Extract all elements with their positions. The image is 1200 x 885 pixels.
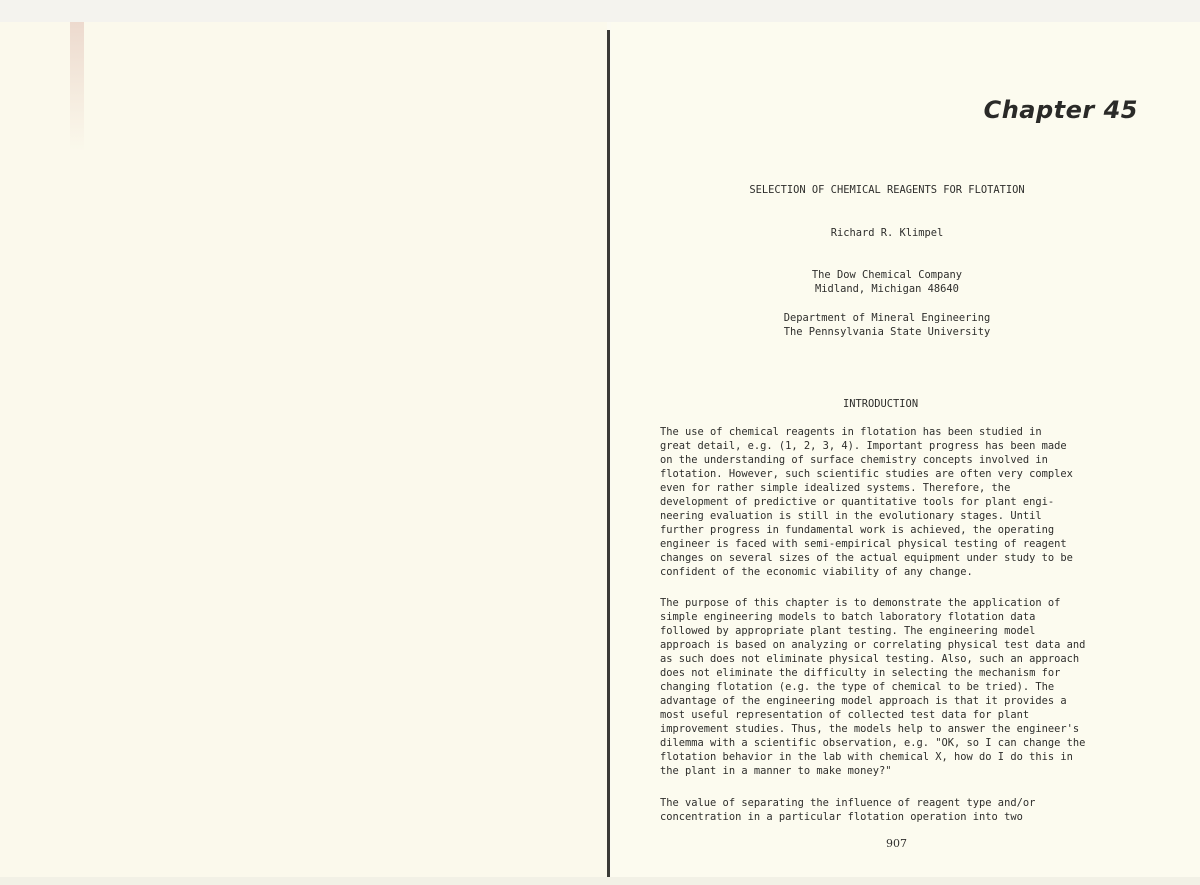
paragraph-line: The purpose of this chapter is to demonstrate the application of: [660, 597, 1061, 609]
book-spine-gutter: [607, 30, 610, 877]
paragraph-line: development of predictive or quantitative tools for plant engi-: [660, 496, 1055, 508]
paragraph-line: great detail, e.g. (1, 2, 3, 4). Important progress has been made: [660, 440, 1067, 452]
paragraph-line: concentration in a particular flotation operation into two: [660, 811, 1023, 823]
paragraph-line: changes on several sizes of the actual equipment under study to be: [660, 552, 1073, 564]
scan-bottom-margin: [0, 877, 1200, 885]
paragraph-line: simple engineering models to batch laboratory flotation data: [660, 611, 1036, 623]
scan-top-margin: [0, 0, 1200, 22]
page-number: 907: [886, 837, 907, 850]
paragraph-line: followed by appropriate plant testing. The engineering model: [660, 625, 1036, 637]
paragraph-line: further progress in fundamental work is achieved, the operating: [660, 524, 1055, 536]
affiliation-line: The Dow Chemical Company: [811, 269, 963, 281]
affiliation-line: The Pennsylvania State University: [783, 326, 991, 338]
affiliation-line: Department of Mineral Engineering: [783, 312, 991, 324]
affiliation-line: Midland, Michigan 48640: [815, 283, 959, 295]
paragraph-line: The use of chemical reagents in flotation has been studied in: [660, 426, 1042, 438]
chapter-title: SELECTION OF CHEMICAL REAGENTS FOR FLOTATION: [749, 184, 1025, 196]
paragraph-line: most useful representation of collected test data for plant: [660, 709, 1030, 721]
paragraph-line: even for rather simple idealized systems. Therefore, the: [660, 482, 1011, 494]
paragraph-line: changing flotation (e.g. the type of chemical to be tried). The: [660, 681, 1055, 693]
paragraph-line: flotation behavior in the lab with chemical X, how do I do this in: [660, 751, 1073, 763]
author-name: Richard R. Klimpel: [830, 227, 944, 239]
paragraph-line: advantage of the engineering model approach is that it provides a: [660, 695, 1067, 707]
paragraph-line: engineer is faced with semi-empirical physical testing of reagent: [660, 538, 1067, 550]
paragraph-line: The value of separating the influence of reagent type and/or: [660, 797, 1036, 809]
paragraph-line: does not eliminate the difficulty in selecting the mechanism for: [660, 667, 1061, 679]
paragraph-line: as such does not eliminate physical testing. Also, such an approach: [660, 653, 1080, 665]
paragraph-line: neering evaluation is still in the evolutionary stages. Until: [660, 510, 1042, 522]
paragraph-line: on the understanding of surface chemistry concepts involved in: [660, 454, 1048, 466]
paragraph-line: the plant in a manner to make money?": [660, 765, 892, 777]
paragraph-line: improvement studies. Thus, the models help to answer the engineer's: [660, 723, 1080, 735]
chapter-heading: Chapter 45: [983, 96, 1138, 124]
scan-stain: [70, 22, 84, 152]
paragraph-line: approach is based on analyzing or correlating physical test data and: [660, 639, 1086, 651]
blank-left-page: [0, 22, 607, 877]
paragraph-line: flotation. However, such scientific studies are often very complex: [660, 468, 1073, 480]
paragraph-line: dilemma with a scientific observation, e.g. "OK, so I can change the: [660, 737, 1086, 749]
section-heading: INTRODUCTION: [843, 398, 919, 410]
paragraph-line: confident of the economic viability of any change.: [660, 566, 973, 578]
